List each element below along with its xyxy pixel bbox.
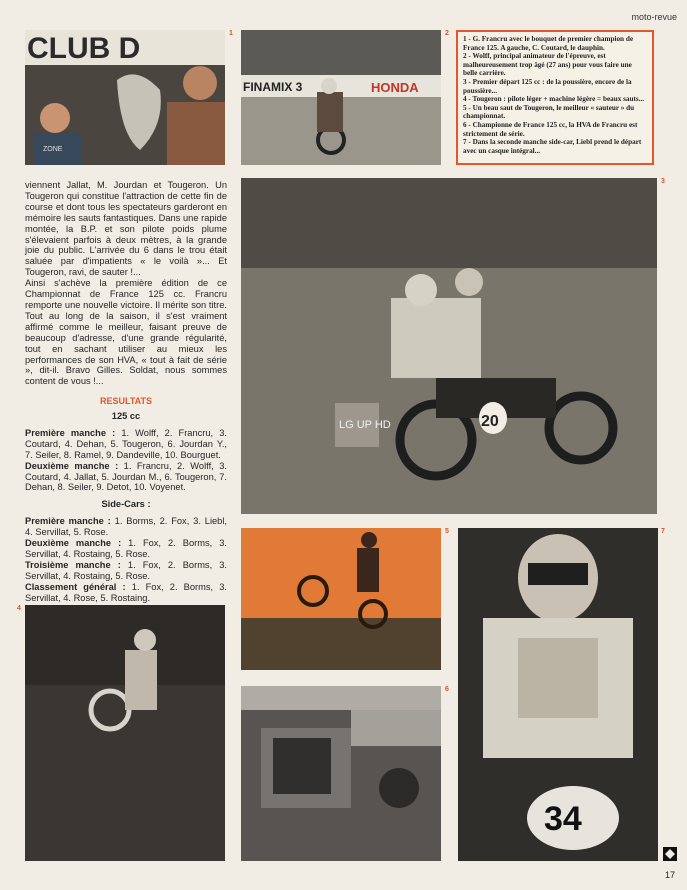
photo-engine [241, 686, 441, 861]
photo-podium [25, 30, 225, 165]
page-corner-icon [663, 847, 677, 861]
photo-captions [456, 30, 654, 165]
result-line: Première manche : 1. Borms, 2. Fox, 3. Liebl, 4. Servillat, 5. Rose. [25, 516, 227, 538]
sign-text: CLUB D [27, 32, 141, 65]
result-line: Première manche : 1. Wolff, 2. Francru, 3. Coutard, 4. Dehan, 5. Tougeron, 6. Jourdan Y., 7. Seiler, 8. Ramel, 9. Dandeville, 10. Bourguet. [25, 427, 227, 460]
photo-rider-banner [241, 30, 441, 165]
banner-right-text: HONDA [371, 80, 419, 95]
results-category-sidecars: Side-Cars : [101, 499, 151, 510]
result-line: Deuxième manche : 1. Francru, 2. Wolff, 3. Coutard, 4. Jallat, 5. Jourdan M., 6. Tougeron, 7. Dehan, 8. Seiler, 9. Detot, 10. Voyenet. [25, 460, 227, 493]
photo-number-1: 1 [229, 30, 233, 37]
photo-number-5: 5 [445, 528, 449, 535]
race-plate-number: 20 [481, 413, 499, 430]
results-category-125: 125 cc [111, 411, 141, 421]
article-paragraph: Ainsi s'achève la première édition de ce Championnat de France 125 cc. Francru remporte une nouvelle victoire. Il mérite son titre. Tout au long de la saison, il s'est vraiment affirmé comme le meilleur, faisant preuve de beaucoup d'adresse, d'une grande régularité, tout en sachant utiliser au mieux les performances de son HVA, « tout à fait de série », dit-il. Bravo Gilles. Soldat, nous sommes content de vous !... [25, 278, 227, 387]
result-line: Troisième manche : 1. Fox, 2. Borms, 3. Servillat, 4. Rostaing, 5. Rose. [25, 559, 228, 581]
rider-banner-scene [241, 30, 441, 165]
result-line: Deuxième manche : 1. Fox, 2. Borms, 3. Servillat, 4. Rostaing, 5. Rose. [25, 538, 227, 559]
caption-item: 2 - Wolff, principal animateur de l'épreuve, est malheureusement trop âgé (27 ans) pour vous faire une belle carrière. [463, 52, 632, 78]
article-body [25, 180, 227, 387]
watermark-text: LG UP HD [339, 419, 391, 431]
article-paragraph: viennent Jallat, M. Jourdan et Tougeron. Un Tougeron qui constitue l'attraction de cette fin de course et dont tous les spectateurs garderont en mémoire les sauts fantastiques. Dans une rapide montée, la B.P. et son pilote poids plume s'élevaient parfois à deux mètres, à la grande joie du public. L'arrivée du 6 dans le trou était saluée par d'impatients « le voilà »... Et Tougeron, ravi, de sauter !... [25, 180, 227, 278]
caption-item: 4 - Tougeron : pilote léger + machine légère = beaux sauts... [463, 95, 645, 104]
caption-item: 5 - Un beau saut de Tougeron, le meilleur « sauteur » du championnat. [463, 103, 635, 121]
race-start-scene [241, 178, 657, 514]
results-list [25, 411, 227, 604]
photo-number-3: 3 [661, 178, 665, 185]
photo-helmet-rider [458, 528, 658, 861]
diamond-icon [663, 847, 677, 861]
photo-number-6: 6 [445, 686, 449, 693]
caption-item: 7 - Dans la seconde manche side-car, Liebl prend le départ avec un casque intégral... [463, 138, 642, 155]
helmet-rider-scene [458, 528, 658, 861]
jump-bw-scene [25, 605, 225, 861]
photo-race-start [241, 178, 657, 514]
photo-number-4: 4 [17, 605, 21, 612]
result-line: Classement général : 1. Fox, 2. Borms, 3. Servillat, 4. Rose, 5. Rostaing. [25, 581, 227, 603]
photo-jump-orange [241, 528, 441, 670]
caption-item: 6 - Championne de France 125 cc, la HVA de Francru est strictement de série. [463, 120, 638, 138]
results-title: RESULTATS [100, 396, 152, 406]
jump-orange-scene [241, 528, 441, 670]
caption-item: 3 - Premier départ 125 cc : de la poussière, encore de la poussière... [463, 77, 632, 95]
page-number: 17 [664, 870, 675, 880]
photo-number-7: 7 [661, 528, 665, 535]
race-plate-number: 34 [544, 800, 582, 838]
banner-left-text: FINAMIX 3 [243, 80, 303, 94]
podium-scene [25, 30, 225, 165]
caption-item: 1 - G. Francru avec le bouquet de premier champion de France 125. A gauche, C. Coutard, le dauphin. [463, 35, 634, 52]
photo-number-2: 2 [445, 30, 449, 37]
engine-scene [241, 686, 441, 861]
shirt-text: ZONE [43, 146, 63, 153]
photo-jump-bw [25, 605, 225, 861]
magazine-header: moto-revue [631, 12, 677, 22]
